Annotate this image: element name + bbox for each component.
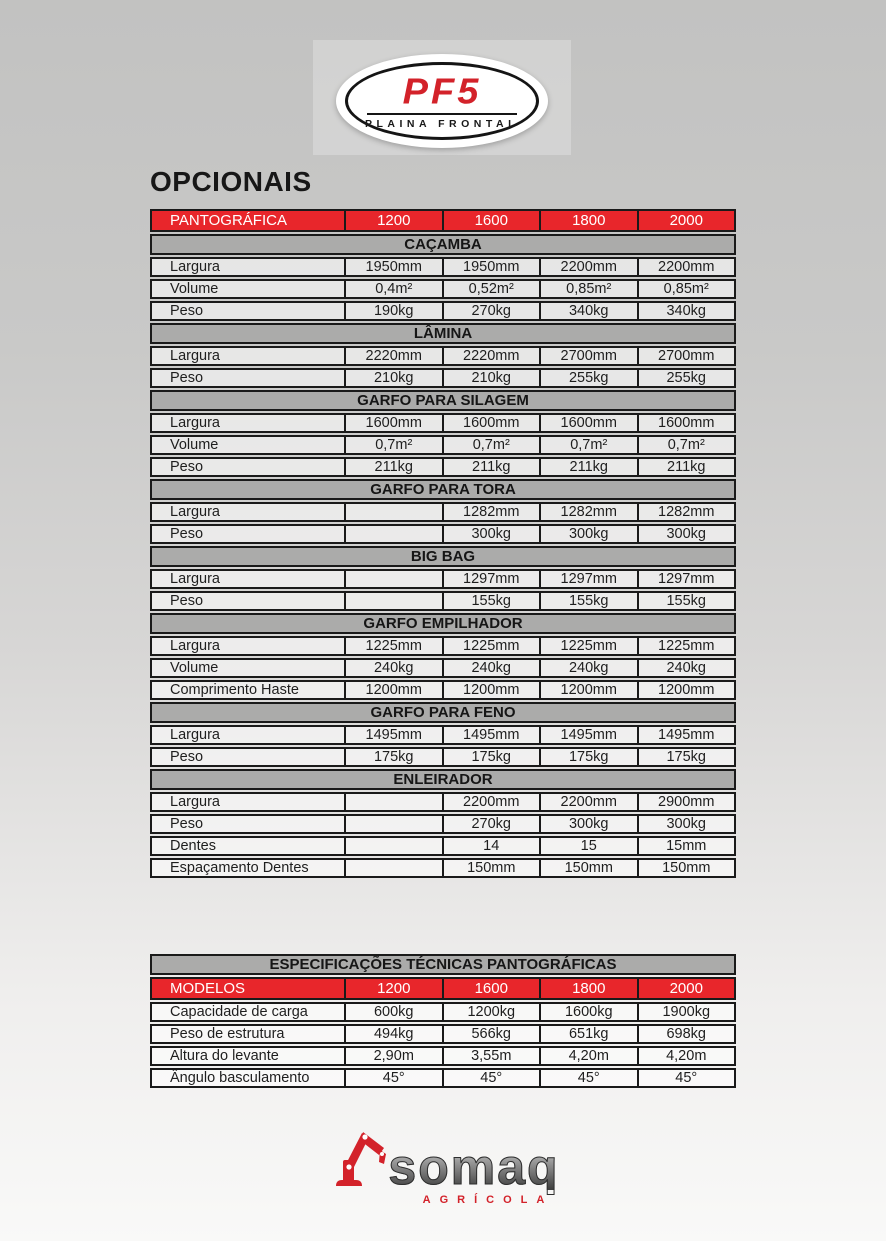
- section-header-row: [150, 613, 736, 634]
- pf5-logo-ring: [345, 62, 539, 140]
- value-cell: 255kg: [639, 368, 737, 388]
- value-cell: 155kg: [541, 591, 639, 611]
- somaq-logo-text: somaq: [388, 1139, 560, 1195]
- value-cell: 3,55m: [444, 1046, 542, 1066]
- somaq-logo: [0, 1124, 886, 1206]
- table-row: [150, 658, 736, 678]
- row-label: Espaçamento Dentes: [150, 858, 346, 878]
- value-cell: 2700mm: [639, 346, 737, 366]
- row-label: Peso: [150, 747, 346, 767]
- value-cell: 651kg: [541, 1024, 639, 1044]
- value-cell: 1225mm: [444, 636, 542, 656]
- value-cell: 175kg: [346, 747, 444, 767]
- section-header-row: [150, 323, 736, 344]
- table-row: [150, 725, 736, 745]
- column-header: 1800: [541, 209, 639, 232]
- value-cell: 2220mm: [444, 346, 542, 366]
- row-label: Largura: [150, 636, 346, 656]
- crane-arm-icon: [326, 1124, 388, 1190]
- value-cell: [346, 836, 444, 856]
- value-cell: 1950mm: [346, 257, 444, 277]
- row-label: Volume: [150, 279, 346, 299]
- value-cell: 45°: [639, 1068, 737, 1088]
- table-row: [150, 301, 736, 321]
- row-label: Largura: [150, 257, 346, 277]
- value-cell: [346, 524, 444, 544]
- value-cell: 1600mm: [346, 413, 444, 433]
- value-cell: 340kg: [541, 301, 639, 321]
- pf5-logo: [336, 54, 548, 148]
- pf5-logo-divider: [367, 113, 517, 115]
- row-label: Largura: [150, 346, 346, 366]
- value-cell: 255kg: [541, 368, 639, 388]
- table-row: [150, 747, 736, 767]
- value-cell: 15mm: [639, 836, 737, 856]
- value-cell: 1297mm: [639, 569, 737, 589]
- table-row: [150, 346, 736, 366]
- column-header: 2000: [639, 209, 737, 232]
- value-cell: 150mm: [639, 858, 737, 878]
- column-header: 1600: [444, 977, 542, 1000]
- value-cell: 600kg: [346, 1002, 444, 1022]
- value-cell: 210kg: [346, 368, 444, 388]
- table-row: [150, 457, 736, 477]
- row-label: Altura do levante: [150, 1046, 346, 1066]
- specs-table-header-row: [150, 977, 736, 1000]
- value-cell: 2200mm: [639, 257, 737, 277]
- value-cell: 300kg: [444, 524, 542, 544]
- value-cell: 1200mm: [639, 680, 737, 700]
- value-cell: 1495mm: [346, 725, 444, 745]
- value-cell: 1225mm: [346, 636, 444, 656]
- value-cell: 566kg: [444, 1024, 542, 1044]
- table-row: [150, 680, 736, 700]
- value-cell: [346, 502, 444, 522]
- table-row: [150, 502, 736, 522]
- value-cell: 1600mm: [639, 413, 737, 433]
- table-row: [150, 279, 736, 299]
- value-cell: 698kg: [639, 1024, 737, 1044]
- value-cell: 1282mm: [639, 502, 737, 522]
- pf5-logo-subtitle: PLAINA FRONTAL: [365, 117, 519, 130]
- value-cell: 190kg: [346, 301, 444, 321]
- value-cell: 2220mm: [346, 346, 444, 366]
- row-label: Peso: [150, 457, 346, 477]
- value-cell: 494kg: [346, 1024, 444, 1044]
- value-cell: 210kg: [444, 368, 542, 388]
- row-label: Largura: [150, 725, 346, 745]
- row-label: Ângulo basculamento: [150, 1068, 346, 1088]
- value-cell: 1900kg: [639, 1002, 737, 1022]
- pf5-logo-text: PF5: [402, 71, 482, 112]
- row-label: Capacidade de carga: [150, 1002, 346, 1022]
- specs-table: [150, 952, 736, 1090]
- row-label: Peso: [150, 524, 346, 544]
- table-row: [150, 858, 736, 878]
- value-cell: 240kg: [639, 658, 737, 678]
- row-label: Peso: [150, 591, 346, 611]
- section-title: GARFO EMPILHADOR: [150, 613, 736, 634]
- value-cell: 1225mm: [541, 636, 639, 656]
- value-cell: 2900mm: [639, 792, 737, 812]
- value-cell: 0,7m²: [639, 435, 737, 455]
- table-row: [150, 1068, 736, 1088]
- value-cell: 1282mm: [444, 502, 542, 522]
- value-cell: 150mm: [541, 858, 639, 878]
- value-cell: 0,4m²: [346, 279, 444, 299]
- value-cell: 211kg: [346, 457, 444, 477]
- value-cell: 1495mm: [541, 725, 639, 745]
- table-row: [150, 524, 736, 544]
- specs-table-title: ESPECIFICAÇÕES TÉCNICAS PANTOGRÁFICAS: [150, 954, 736, 975]
- section-title: GARFO PARA SILAGEM: [150, 390, 736, 411]
- value-cell: 0,7m²: [444, 435, 542, 455]
- value-cell: 211kg: [639, 457, 737, 477]
- row-label: Peso: [150, 301, 346, 321]
- value-cell: 1600mm: [444, 413, 542, 433]
- value-cell: 0,7m²: [346, 435, 444, 455]
- section-header-row: [150, 234, 736, 255]
- value-cell: 2200mm: [541, 257, 639, 277]
- value-cell: 240kg: [541, 658, 639, 678]
- value-cell: 2,90m: [346, 1046, 444, 1066]
- value-cell: 2200mm: [444, 792, 542, 812]
- value-cell: 1600kg: [541, 1002, 639, 1022]
- value-cell: 240kg: [444, 658, 542, 678]
- options-table-header-row: [150, 209, 736, 232]
- row-label: Largura: [150, 413, 346, 433]
- value-cell: 270kg: [444, 814, 542, 834]
- value-cell: 45°: [541, 1068, 639, 1088]
- row-label: Dentes: [150, 836, 346, 856]
- value-cell: [346, 569, 444, 589]
- value-cell: 1200mm: [346, 680, 444, 700]
- table-row: [150, 1046, 736, 1066]
- table-row: [150, 591, 736, 611]
- row-label: Largura: [150, 569, 346, 589]
- value-cell: 1200mm: [541, 680, 639, 700]
- value-cell: 340kg: [639, 301, 737, 321]
- section-header-row: [150, 390, 736, 411]
- value-cell: 1297mm: [541, 569, 639, 589]
- specs-table-title-row: [150, 954, 736, 975]
- table-row: [150, 814, 736, 834]
- value-cell: 211kg: [444, 457, 542, 477]
- value-cell: [346, 792, 444, 812]
- section-header-row: [150, 702, 736, 723]
- value-cell: 0,85m²: [639, 279, 737, 299]
- value-cell: 1200kg: [444, 1002, 542, 1022]
- page-title: OPCIONAIS: [150, 166, 312, 197]
- row-label: Comprimento Haste: [150, 680, 346, 700]
- value-cell: 1600mm: [541, 413, 639, 433]
- value-cell: 4,20m: [541, 1046, 639, 1066]
- row-label: Peso: [150, 814, 346, 834]
- value-cell: 1495mm: [639, 725, 737, 745]
- value-cell: 175kg: [541, 747, 639, 767]
- value-cell: 0,85m²: [541, 279, 639, 299]
- value-cell: 0,52m²: [444, 279, 542, 299]
- specs-table-models-cell: MODELOS: [150, 977, 346, 1000]
- section-header-row: [150, 546, 736, 567]
- options-table-title-cell: PANTOGRÁFICA: [150, 209, 346, 232]
- row-label: Largura: [150, 792, 346, 812]
- section-title: CAÇAMBA: [150, 234, 736, 255]
- value-cell: 300kg: [639, 524, 737, 544]
- table-row: [150, 1002, 736, 1022]
- column-header: 2000: [639, 977, 737, 1000]
- table-row: [150, 413, 736, 433]
- value-cell: 45°: [444, 1068, 542, 1088]
- value-cell: 270kg: [444, 301, 542, 321]
- options-table: [150, 207, 736, 880]
- value-cell: 240kg: [346, 658, 444, 678]
- value-cell: 15: [541, 836, 639, 856]
- value-cell: 150mm: [444, 858, 542, 878]
- specs-table-body: [150, 1002, 736, 1088]
- value-cell: 175kg: [639, 747, 737, 767]
- value-cell: 1200mm: [444, 680, 542, 700]
- somaq-logo-subtitle: AGRÍCOLA: [422, 1194, 554, 1206]
- value-cell: 2700mm: [541, 346, 639, 366]
- table-row: [150, 792, 736, 812]
- value-cell: [346, 591, 444, 611]
- section-title: GARFO PARA TORA: [150, 479, 736, 500]
- table-row: [150, 1024, 736, 1044]
- row-label: Volume: [150, 435, 346, 455]
- column-header: 1200: [346, 209, 444, 232]
- value-cell: 300kg: [541, 814, 639, 834]
- column-header: 1800: [541, 977, 639, 1000]
- section-title: BIG BAG: [150, 546, 736, 567]
- row-label: Largura: [150, 502, 346, 522]
- row-label: Volume: [150, 658, 346, 678]
- column-header: 1200: [346, 977, 444, 1000]
- row-label: Peso de estrutura: [150, 1024, 346, 1044]
- value-cell: 1495mm: [444, 725, 542, 745]
- options-table-body: [150, 234, 736, 878]
- value-cell: 2200mm: [541, 792, 639, 812]
- value-cell: 4,20m: [639, 1046, 737, 1066]
- value-cell: 1282mm: [541, 502, 639, 522]
- value-cell: 155kg: [639, 591, 737, 611]
- value-cell: [346, 858, 444, 878]
- section-title: ENLEIRADOR: [150, 769, 736, 790]
- value-cell: 1297mm: [444, 569, 542, 589]
- table-row: [150, 569, 736, 589]
- section-header-row: [150, 769, 736, 790]
- value-cell: 300kg: [541, 524, 639, 544]
- section-header-row: [150, 479, 736, 500]
- table-row: [150, 435, 736, 455]
- value-cell: 155kg: [444, 591, 542, 611]
- table-row: [150, 636, 736, 656]
- value-cell: 175kg: [444, 747, 542, 767]
- value-cell: 300kg: [639, 814, 737, 834]
- table-row: [150, 368, 736, 388]
- section-title: GARFO PARA FENO: [150, 702, 736, 723]
- table-row: [150, 836, 736, 856]
- value-cell: 45°: [346, 1068, 444, 1088]
- section-title: LÂMINA: [150, 323, 736, 344]
- value-cell: 14: [444, 836, 542, 856]
- value-cell: 1950mm: [444, 257, 542, 277]
- value-cell: [346, 814, 444, 834]
- value-cell: 1225mm: [639, 636, 737, 656]
- value-cell: 0,7m²: [541, 435, 639, 455]
- row-label: Peso: [150, 368, 346, 388]
- table-row: [150, 257, 736, 277]
- value-cell: 211kg: [541, 457, 639, 477]
- column-header: 1600: [444, 209, 542, 232]
